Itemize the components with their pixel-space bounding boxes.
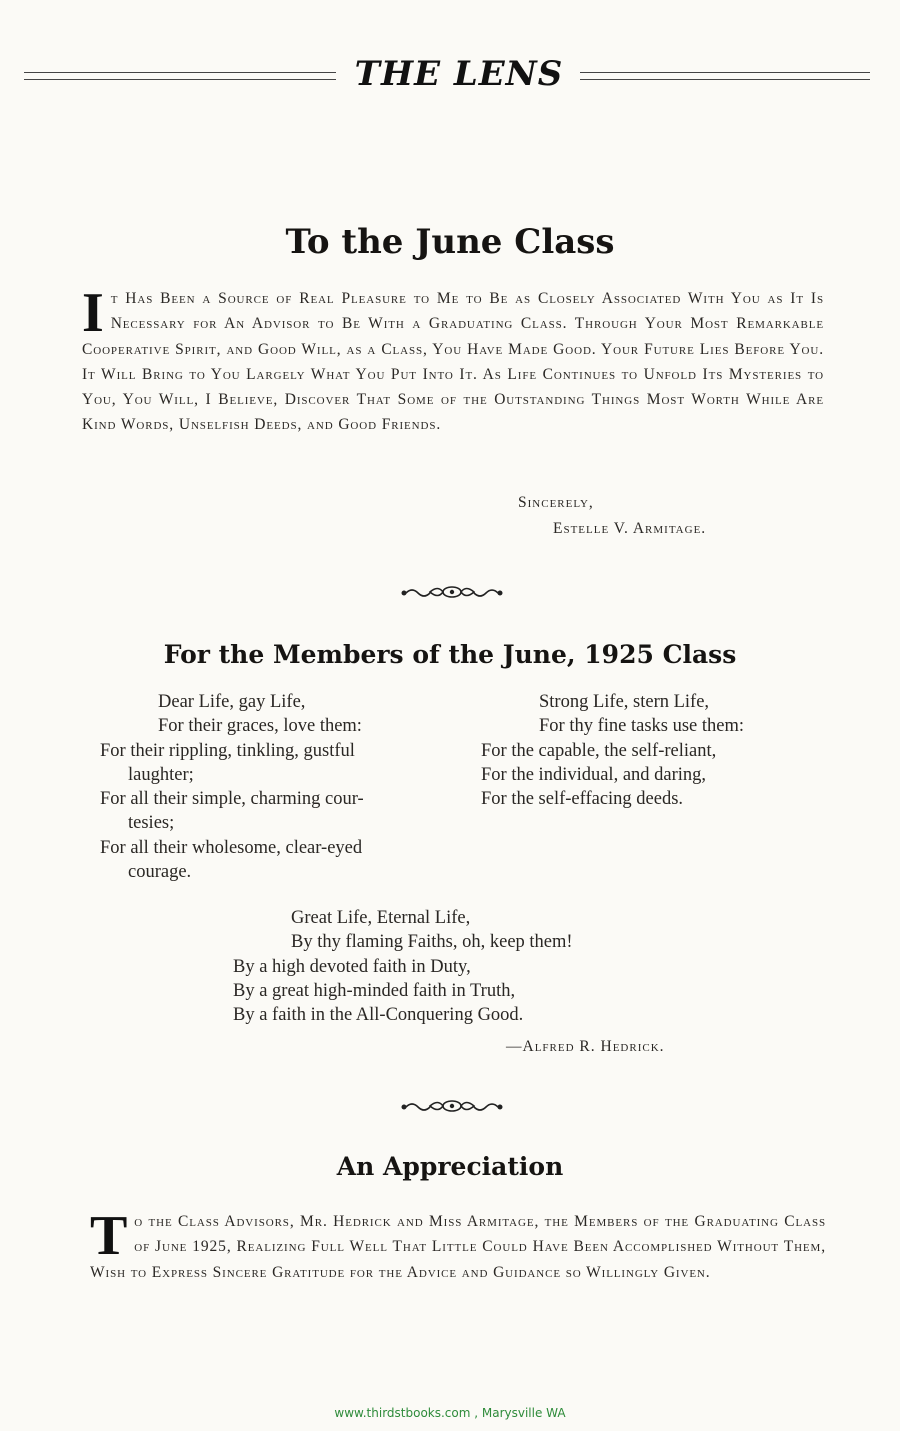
poem-line: By a high devoted faith in Duty,: [233, 956, 471, 977]
letter-signature: Estelle V. Armitage.: [553, 520, 707, 537]
header-title: THE LENS: [354, 54, 564, 94]
footer-watermark: www.thirdstbooks.com , Marysville WA: [334, 1406, 566, 1420]
advisor-letter-text: t Has Been a Source of Real Pleasure to Me to Be as Closely Associated With You as It Is Necessary for An Advisor to Be With a Graduating Class. Through Your Most Remarkable Cooperative Spirit, and Good Will, as a Class, You Have Made Good. Your Future Lies Before You. It Will Bring to You Largely What You Put Into It. As Life Continues to Unfold Its Mysteries to You, You Will, I Believe, Discover That Some of the Outstanding Things Most Worth While Are Kind Words, Unselfish Deeds, and Good Friends.: [82, 290, 824, 434]
poem-line: Strong Life, stern Life,: [539, 692, 710, 712]
poem-line: By a faith in the All-Conquering Good.: [233, 1005, 524, 1026]
poem-line: laughter;: [128, 764, 194, 785]
appreciation-text-block: [90, 1205, 826, 1285]
poem-line: courage.: [128, 862, 192, 883]
poem-line: For thy fine tasks use them:: [539, 716, 745, 737]
letter-closing: Sincerely,: [518, 494, 594, 511]
poem-line: For the self-effacing deeds.: [481, 789, 684, 810]
poem-line: Dear Life, gay Life,: [158, 692, 306, 712]
poem-attribution: —Alfred R. Hedrick.: [506, 1038, 665, 1055]
dropcap-i: I: [82, 282, 105, 344]
poem-line: For the capable, the self-reliant,: [481, 740, 717, 761]
appreciation-text: o the Class Advisors, Mr. Hedrick and Miss Armitage, the Members of the Graduating Class of June 1925, Realizing Full Well That Little Could Have Been Accomplished Without Them, Wish to Express Sincere Gratitude for the Advice and Guidance so Willingly Given.: [90, 1213, 826, 1281]
poem-final-stanza: [233, 906, 573, 1027]
poem-line: By a great high-minded faith in Truth,: [233, 980, 516, 1001]
page-header: [24, 54, 876, 98]
poem-line: For all their wholesome, clear-eyed: [100, 837, 363, 858]
section-title-members-1925: For the Members of the June, 1925 Class: [163, 640, 737, 669]
floral-divider-icon: [400, 584, 504, 600]
advisor-letter: [82, 282, 824, 438]
poem-line: By thy flaming Faiths, oh, keep them!: [291, 932, 573, 953]
poem-line: tesies;: [128, 813, 175, 834]
section-title-june-class: To the June Class: [285, 222, 615, 262]
poem-line: For all their simple, charming cour-: [100, 789, 364, 810]
section-title-appreciation: An Appreciation: [336, 1152, 564, 1181]
header-rule-left: [24, 72, 336, 80]
floral-divider-icon: [400, 1098, 504, 1114]
poem-line: For their graces, love them:: [158, 716, 362, 737]
dropcap-t: T: [90, 1205, 129, 1267]
header-rule-right: [580, 72, 870, 80]
poem-left-stanza: [100, 690, 364, 884]
poem-line: Great Life, Eternal Life,: [291, 908, 471, 928]
poem-right-stanza: [481, 690, 744, 811]
poem-line: For their rippling, tinkling, gustful: [100, 740, 355, 761]
poem-line: For the individual, and daring,: [481, 764, 707, 785]
